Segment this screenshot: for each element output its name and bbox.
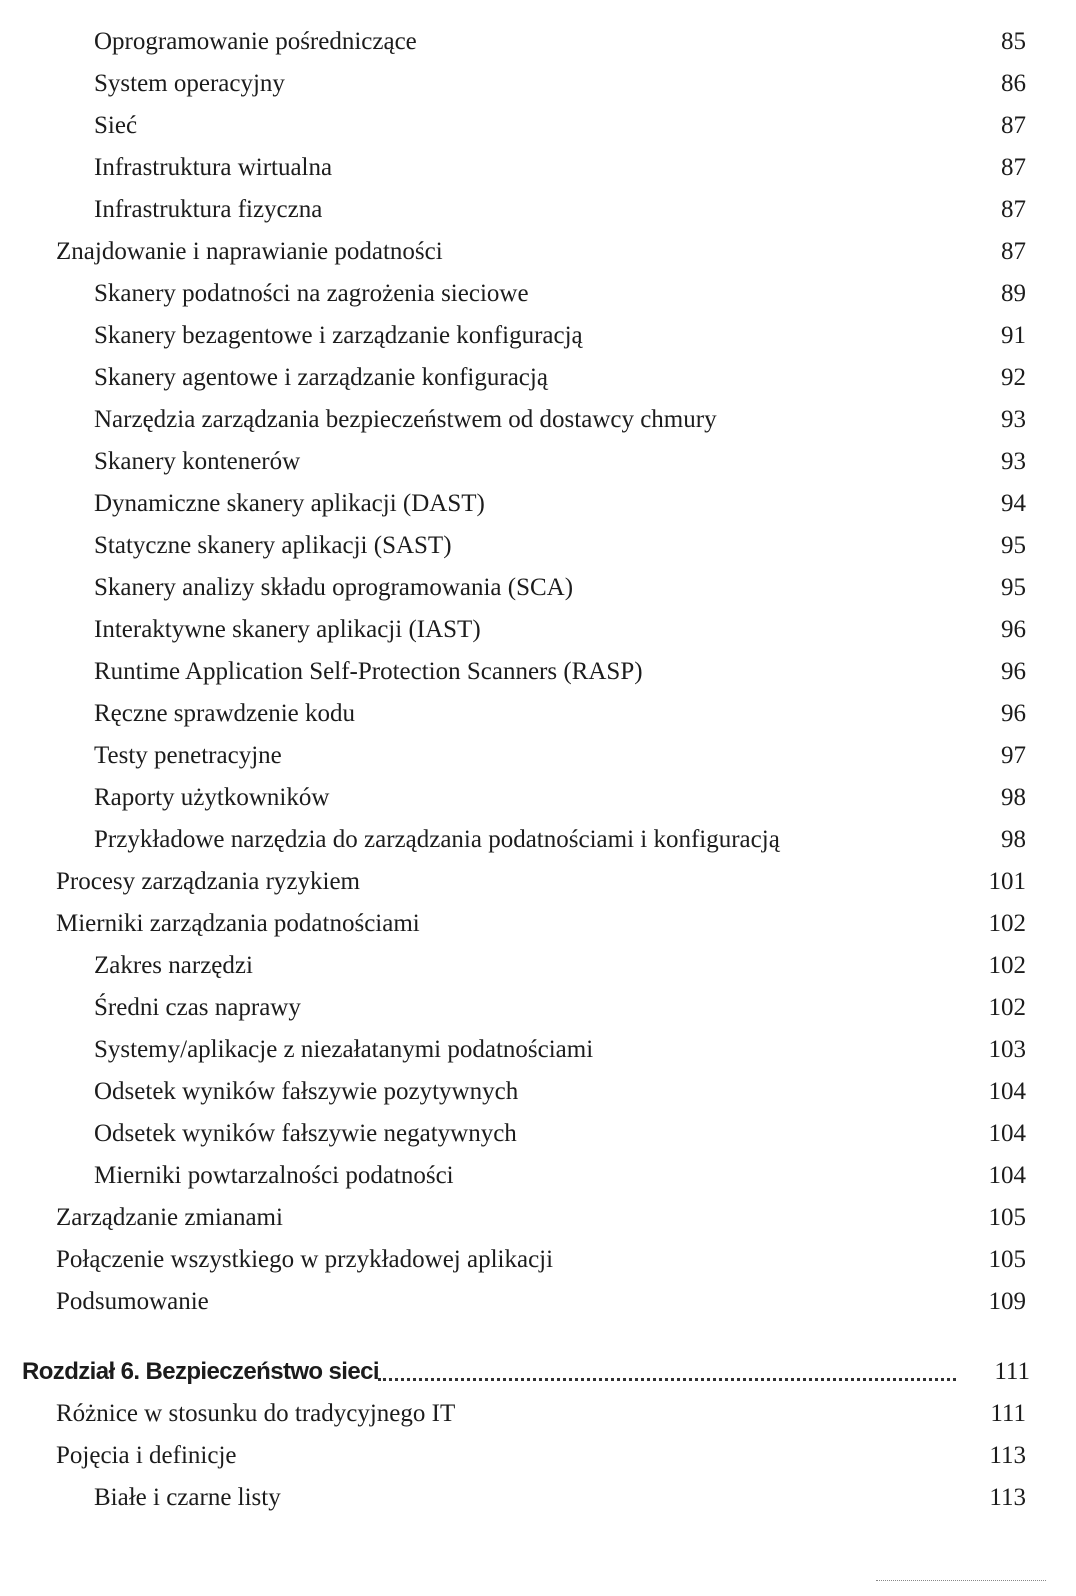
toc-entry xyxy=(0,1240,1076,1280)
chapter-title: Rozdział 6. Bezpieczeństwo sieci xyxy=(22,1358,379,1385)
toc-entry-page: 96 xyxy=(1001,700,1026,727)
toc-entry-page: 102 xyxy=(988,994,1026,1021)
toc-entry xyxy=(0,820,1076,860)
toc-entry-title: Runtime Application Self-Protection Scanners (RASP) xyxy=(94,658,643,685)
toc-entry-page: 95 xyxy=(1001,574,1026,601)
toc-entry-title: Procesy zarządzania ryzykiem xyxy=(56,868,361,895)
toc-entry xyxy=(0,778,1076,818)
toc-entry-page: 89 xyxy=(1001,280,1026,307)
toc-entry xyxy=(0,106,1076,146)
toc-entry-title: Skanery kontenerów xyxy=(94,448,301,475)
toc-entry-page: 111 xyxy=(990,1400,1026,1427)
toc-entry xyxy=(0,988,1076,1028)
toc-entry-title: System operacyjny xyxy=(94,70,285,97)
toc-entry-title: Skanery bezagentowe i zarządzanie konfiguracją xyxy=(94,322,583,349)
toc-entry xyxy=(0,568,1076,608)
toc-entry-title: Infrastruktura fizyczna xyxy=(94,196,323,223)
toc-entry-page: 113 xyxy=(989,1484,1026,1511)
bottom-rule xyxy=(876,1580,1046,1581)
toc-entry-page: 87 xyxy=(1001,112,1026,139)
toc-entry-title: Podsumowanie xyxy=(56,1288,209,1315)
toc-entry-title: Testy penetracyjne xyxy=(94,742,282,769)
toc-entry-title: Zakres narzędzi xyxy=(94,952,253,979)
toc-entry-page: 102 xyxy=(988,910,1026,937)
toc-entry-page: 104 xyxy=(988,1120,1026,1147)
toc-entry xyxy=(0,862,1076,902)
toc-entry-title: Mierniki zarządzania podatnościami xyxy=(56,910,420,937)
toc-entry xyxy=(0,736,1076,776)
toc-entry xyxy=(0,1436,1076,1476)
toc-entry-title: Przykładowe narzędzia do zarządzania podatnościami i konfiguracją xyxy=(94,826,780,853)
toc-entry-title: Interaktywne skanery aplikacji (IAST) xyxy=(94,616,481,643)
toc-entry-title: Infrastruktura wirtualna xyxy=(94,154,333,181)
toc-entry-title: Skanery agentowe i zarządzanie konfiguracją xyxy=(94,364,548,391)
toc-entry xyxy=(0,316,1076,356)
toc-entry xyxy=(0,484,1076,524)
toc-entry-page: 87 xyxy=(1001,196,1026,223)
toc-entry-title: Odsetek wyników fałszywie negatywnych xyxy=(94,1120,517,1147)
toc-entry-page: 87 xyxy=(1001,238,1026,265)
toc-entry-title: Statyczne skanery aplikacji (SAST) xyxy=(94,532,452,559)
toc-entry-page: 113 xyxy=(989,1442,1026,1469)
toc-entry xyxy=(0,1114,1076,1154)
toc-entry-page: 102 xyxy=(988,952,1026,979)
toc-entry-title: Ręczne sprawdzenie kodu xyxy=(94,700,355,727)
toc-entry xyxy=(0,526,1076,566)
toc-entry-page: 97 xyxy=(1001,742,1026,769)
toc-entry-page: 85 xyxy=(1001,28,1026,55)
toc-entry xyxy=(0,358,1076,398)
toc-entry-title: Mierniki powtarzalności podatności xyxy=(94,1162,454,1189)
toc-entry-page: 98 xyxy=(1001,826,1026,853)
toc-entry-title: Pojęcia i definicje xyxy=(56,1442,237,1469)
toc-entry xyxy=(0,190,1076,230)
toc-entry-title: Oprogramowanie pośredniczące xyxy=(94,28,417,55)
toc-entry-title: Narzędzia zarządzania bezpieczeństwem od dostawcy chmury xyxy=(94,406,717,433)
toc-entry-page: 92 xyxy=(1001,364,1026,391)
toc-entry-page: 109 xyxy=(988,1288,1026,1315)
toc-entry-page: 94 xyxy=(1001,490,1026,517)
toc-entry xyxy=(0,1394,1076,1434)
toc-entry xyxy=(0,1156,1076,1196)
toc-entry xyxy=(0,610,1076,650)
toc-entry-page: 93 xyxy=(1001,406,1026,433)
toc-entry xyxy=(0,652,1076,692)
toc-entry xyxy=(0,1478,1076,1518)
toc-entry-page: 91 xyxy=(1001,322,1026,349)
toc-entry-page: 104 xyxy=(988,1078,1026,1105)
toc-entry-page: 95 xyxy=(1001,532,1026,559)
toc-entry-page: 98 xyxy=(1001,784,1026,811)
toc-entry xyxy=(0,1282,1076,1322)
toc-entry-title: Sieć xyxy=(94,112,138,139)
toc-entry xyxy=(0,1030,1076,1070)
toc-entry-page: 87 xyxy=(1001,154,1026,181)
toc-entry-title: Raporty użytkowników xyxy=(94,784,330,811)
toc-entry xyxy=(0,442,1076,482)
toc-entry xyxy=(0,274,1076,314)
toc-entry xyxy=(0,694,1076,734)
toc-entry xyxy=(0,148,1076,188)
toc-entry-page: 105 xyxy=(988,1246,1026,1273)
toc-entry-title: Skanery analizy składu oprogramowania (SCA) xyxy=(94,574,574,601)
toc-entry xyxy=(0,64,1076,104)
toc-entry-title: Dynamiczne skanery aplikacji (DAST) xyxy=(94,490,485,517)
toc-entry-page: 93 xyxy=(1001,448,1026,475)
toc-entry xyxy=(0,22,1076,62)
toc-entry-title: Różnice w stosunku do tradycyjnego IT xyxy=(56,1400,456,1427)
toc-entry-title: Systemy/aplikacje z niezałatanymi podatnościami xyxy=(94,1036,594,1063)
toc-entry-title: Białe i czarne listy xyxy=(94,1484,281,1511)
chapter-heading xyxy=(0,1352,1076,1392)
dot-leader xyxy=(378,1378,956,1381)
toc-entry xyxy=(0,1072,1076,1112)
toc-entry-page: 96 xyxy=(1001,616,1026,643)
toc-entry-title: Odsetek wyników fałszywie pozytywnych xyxy=(94,1078,519,1105)
toc-entry xyxy=(0,232,1076,272)
toc-entry-page: 103 xyxy=(988,1036,1026,1063)
toc-entry-page: 86 xyxy=(1001,70,1026,97)
toc-entry xyxy=(0,1198,1076,1238)
toc-entry-page: 104 xyxy=(988,1162,1026,1189)
toc-entry-title: Skanery podatności na zagrożenia sieciowe xyxy=(94,280,529,307)
toc-entry-title: Połączenie wszystkiego w przykładowej aplikacji xyxy=(56,1246,554,1273)
toc-entry-title: Znajdowanie i naprawianie podatności xyxy=(56,238,443,265)
toc-entry-page: 101 xyxy=(988,868,1026,895)
toc-entry xyxy=(0,400,1076,440)
toc-entry-page: 105 xyxy=(988,1204,1026,1231)
toc-entry-page: 96 xyxy=(1001,658,1026,685)
toc-entry xyxy=(0,946,1076,986)
toc-entry-title: Zarządzanie zmianami xyxy=(56,1204,283,1231)
toc-entry xyxy=(0,904,1076,944)
toc-entry-title: Średni czas naprawy xyxy=(94,994,301,1021)
chapter-page: 111 xyxy=(994,1358,1030,1385)
